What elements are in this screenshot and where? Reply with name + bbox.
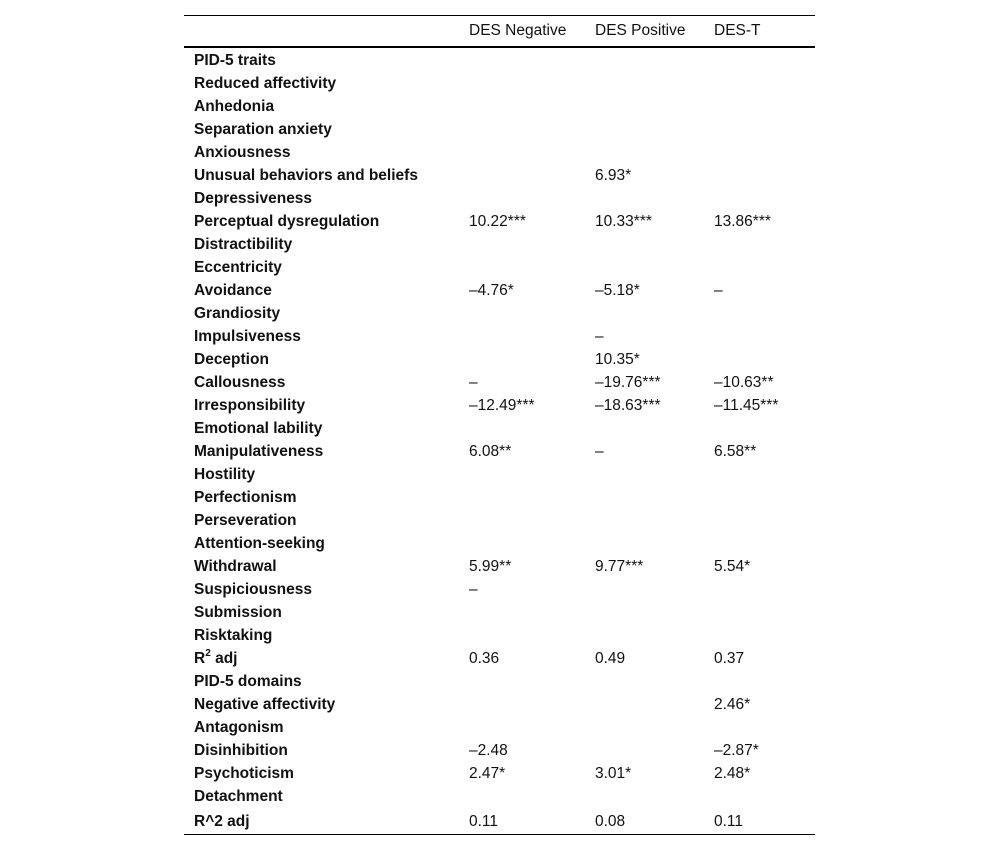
cell-des-positive bbox=[585, 256, 704, 279]
cell-des-positive bbox=[585, 486, 704, 509]
cell-des-positive bbox=[585, 716, 704, 739]
cell-des-t bbox=[704, 325, 815, 348]
table-row bbox=[184, 164, 815, 187]
table-row bbox=[184, 716, 815, 739]
cell-des-positive: –18.63*** bbox=[595, 397, 661, 414]
cell-des-t bbox=[704, 47, 815, 72]
cell-des-t: 2.46* bbox=[714, 696, 751, 713]
row-label: Hostility bbox=[194, 466, 256, 483]
cell-des-t: –2.87* bbox=[714, 742, 759, 759]
cell-des-positive bbox=[585, 693, 704, 716]
table-row bbox=[184, 417, 815, 440]
cell-des-positive bbox=[585, 509, 704, 532]
table-row bbox=[184, 95, 815, 118]
row-label: Unusual behaviors and beliefs bbox=[194, 167, 418, 184]
header-des-t: DES-T bbox=[704, 16, 815, 48]
row-label: Separation anxiety bbox=[194, 121, 332, 138]
cell-des-negative bbox=[459, 486, 585, 509]
row-label: Withdrawal bbox=[194, 558, 277, 575]
row-label: Grandiosity bbox=[194, 305, 281, 322]
cell-des-t bbox=[704, 233, 815, 256]
row-label: Irresponsibility bbox=[194, 397, 306, 414]
cell-des-positive: 10.35* bbox=[595, 351, 640, 368]
cell-des-t: 2.48* bbox=[714, 765, 751, 782]
cell-des-t bbox=[704, 417, 815, 440]
table-row bbox=[184, 578, 815, 601]
cell-des-negative: – bbox=[469, 374, 478, 391]
cell-des-negative bbox=[459, 670, 585, 693]
table-row bbox=[184, 762, 815, 785]
cell-des-t bbox=[704, 532, 815, 555]
table-row bbox=[184, 210, 815, 233]
row-label: Avoidance bbox=[194, 282, 272, 299]
row-label: Callousness bbox=[194, 374, 286, 391]
row-label: PID-5 domains bbox=[194, 673, 302, 690]
cell-des-t bbox=[704, 164, 815, 187]
cell-des-positive bbox=[585, 601, 704, 624]
table-row bbox=[184, 325, 815, 348]
row-label: Risktaking bbox=[194, 627, 273, 644]
cell-des-negative bbox=[459, 233, 585, 256]
cell-des-positive: –5.18* bbox=[595, 282, 640, 299]
row-label: Psychoticism bbox=[194, 765, 294, 782]
cell-des-positive bbox=[585, 233, 704, 256]
row-label: Suspiciousness bbox=[194, 581, 313, 598]
table-row bbox=[184, 647, 815, 670]
cell-des-negative bbox=[459, 47, 585, 72]
cell-des-t bbox=[704, 348, 815, 371]
cell-des-positive: – bbox=[595, 328, 604, 345]
row-label: Negative affectivity bbox=[194, 696, 336, 713]
row-label: Deception bbox=[194, 351, 269, 368]
row-label: Detachment bbox=[194, 788, 283, 805]
table-row bbox=[184, 279, 815, 302]
cell-des-negative: –4.76* bbox=[469, 282, 514, 299]
row-label: Eccentricity bbox=[194, 259, 282, 276]
table-row bbox=[184, 371, 815, 394]
cell-des-t: – bbox=[714, 282, 723, 299]
cell-des-positive bbox=[585, 785, 704, 808]
cell-des-positive: –19.76*** bbox=[595, 374, 661, 391]
cell-des-t bbox=[704, 670, 815, 693]
cell-des-t bbox=[704, 716, 815, 739]
header-label-column bbox=[184, 16, 459, 48]
table-row bbox=[184, 302, 815, 325]
row-label: Anhedonia bbox=[194, 98, 275, 115]
row-label-suffix: adj bbox=[210, 650, 238, 667]
row-label-text: R bbox=[194, 650, 206, 667]
cell-des-negative bbox=[459, 348, 585, 371]
cell-des-positive bbox=[585, 72, 704, 95]
cell-des-positive bbox=[585, 624, 704, 647]
cell-des-negative: 10.22*** bbox=[469, 213, 526, 230]
cell-des-t bbox=[704, 256, 815, 279]
cell-des-negative: –2.48 bbox=[469, 742, 508, 759]
row-label: Manipulativeness bbox=[194, 443, 324, 460]
table-row bbox=[184, 47, 815, 72]
cell-des-positive bbox=[585, 670, 704, 693]
table-row bbox=[184, 233, 815, 256]
cell-des-negative bbox=[459, 72, 585, 95]
cell-des-t bbox=[704, 486, 815, 509]
table-row bbox=[184, 118, 815, 141]
cell-des-t: 13.86*** bbox=[714, 213, 771, 230]
row-label: Perseveration bbox=[194, 512, 297, 529]
cell-des-t bbox=[704, 302, 815, 325]
cell-des-negative bbox=[459, 693, 585, 716]
cell-des-negative bbox=[459, 141, 585, 164]
row-label: Antagonism bbox=[194, 719, 284, 736]
cell-des-positive: 0.49 bbox=[595, 650, 626, 667]
cell-des-positive bbox=[585, 187, 704, 210]
cell-des-positive bbox=[585, 141, 704, 164]
row-label: Submission bbox=[194, 604, 282, 621]
cell-des-t: 5.54* bbox=[714, 558, 751, 575]
cell-des-negative: 2.47* bbox=[469, 765, 506, 782]
cell-des-positive bbox=[585, 463, 704, 486]
cell-des-negative bbox=[459, 118, 585, 141]
cell-des-positive: 0.08 bbox=[585, 808, 704, 835]
cell-des-positive: – bbox=[595, 443, 604, 460]
table-row bbox=[184, 601, 815, 624]
cell-des-positive: 6.93* bbox=[595, 167, 632, 184]
table-row bbox=[184, 555, 815, 578]
cell-des-negative bbox=[459, 325, 585, 348]
table-row bbox=[184, 440, 815, 463]
table-row bbox=[184, 693, 815, 716]
cell-des-t bbox=[704, 72, 815, 95]
header-des-positive: DES Positive bbox=[585, 16, 704, 48]
cell-des-t bbox=[704, 187, 815, 210]
cell-des-t: –10.63** bbox=[714, 374, 774, 391]
regression-table bbox=[184, 15, 815, 835]
cell-des-negative: – bbox=[469, 581, 478, 598]
cell-des-positive: 3.01* bbox=[595, 765, 632, 782]
cell-des-negative bbox=[459, 624, 585, 647]
cell-des-t bbox=[704, 578, 815, 601]
row-label: R^2 adj bbox=[184, 808, 459, 835]
cell-des-positive: 10.33*** bbox=[595, 213, 652, 230]
table-row bbox=[184, 72, 815, 95]
cell-des-negative bbox=[459, 532, 585, 555]
row-label bbox=[184, 647, 459, 670]
cell-des-positive bbox=[585, 532, 704, 555]
table-row bbox=[184, 348, 815, 371]
cell-des-t: –11.45*** bbox=[714, 397, 779, 414]
table-row bbox=[184, 394, 815, 417]
table-row bbox=[184, 141, 815, 164]
header-des-negative: DES Negative bbox=[459, 16, 585, 48]
table-row bbox=[184, 187, 815, 210]
cell-des-negative: 6.08** bbox=[469, 443, 512, 460]
header-row bbox=[184, 16, 815, 48]
cell-des-positive bbox=[585, 417, 704, 440]
cell-des-positive bbox=[585, 47, 704, 72]
table-row bbox=[184, 785, 815, 808]
table-row bbox=[184, 463, 815, 486]
row-label-superscript: 2 bbox=[205, 647, 211, 659]
table-row bbox=[184, 532, 815, 555]
cell-des-t bbox=[704, 624, 815, 647]
row-label: PID-5 traits bbox=[194, 52, 276, 69]
row-label: Emotional lability bbox=[194, 420, 323, 437]
table-row bbox=[184, 509, 815, 532]
cell-des-t bbox=[704, 463, 815, 486]
cell-des-negative: 5.99** bbox=[469, 558, 512, 575]
cell-des-positive bbox=[585, 95, 704, 118]
cell-des-negative bbox=[459, 302, 585, 325]
row-label: Disinhibition bbox=[194, 742, 288, 759]
cell-des-t: 0.11 bbox=[704, 808, 815, 835]
cell-des-t bbox=[704, 118, 815, 141]
cell-des-t bbox=[704, 601, 815, 624]
cell-des-negative bbox=[459, 509, 585, 532]
table-row bbox=[184, 486, 815, 509]
table-row bbox=[184, 670, 815, 693]
cell-des-t bbox=[704, 785, 815, 808]
cell-des-t bbox=[704, 141, 815, 164]
cell-des-negative bbox=[459, 187, 585, 210]
cell-des-negative bbox=[459, 164, 585, 187]
row-label: Impulsiveness bbox=[194, 328, 301, 345]
cell-des-negative: –12.49*** bbox=[469, 397, 535, 414]
cell-des-positive bbox=[585, 739, 704, 762]
cell-des-positive bbox=[585, 302, 704, 325]
table-body bbox=[184, 47, 815, 835]
table-row bbox=[184, 739, 815, 762]
table-header bbox=[184, 16, 815, 48]
cell-des-t: 6.58** bbox=[714, 443, 757, 460]
cell-des-negative bbox=[459, 716, 585, 739]
cell-des-positive bbox=[585, 118, 704, 141]
cell-des-negative bbox=[459, 417, 585, 440]
cell-des-t bbox=[704, 509, 815, 532]
row-label: Perceptual dysregulation bbox=[194, 213, 380, 230]
regression-table-container bbox=[184, 15, 815, 835]
row-label: Reduced affectivity bbox=[194, 75, 337, 92]
cell-des-negative bbox=[459, 463, 585, 486]
row-label: Depressiveness bbox=[194, 190, 313, 207]
cell-des-negative bbox=[459, 601, 585, 624]
cell-des-positive: 9.77*** bbox=[595, 558, 644, 575]
cell-des-positive bbox=[585, 578, 704, 601]
row-label: Distractibility bbox=[194, 236, 293, 253]
row-label: Attention-seeking bbox=[194, 535, 325, 552]
table-row bbox=[184, 808, 815, 835]
cell-des-negative bbox=[459, 256, 585, 279]
row-label: Perfectionism bbox=[194, 489, 297, 506]
table-row bbox=[184, 624, 815, 647]
cell-des-negative: 0.36 bbox=[469, 650, 500, 667]
cell-des-negative: 0.11 bbox=[459, 808, 585, 835]
cell-des-negative bbox=[459, 785, 585, 808]
table-row bbox=[184, 256, 815, 279]
cell-des-t bbox=[704, 95, 815, 118]
cell-des-negative bbox=[459, 95, 585, 118]
row-label: Anxiousness bbox=[194, 144, 291, 161]
cell-des-t: 0.37 bbox=[714, 650, 745, 667]
